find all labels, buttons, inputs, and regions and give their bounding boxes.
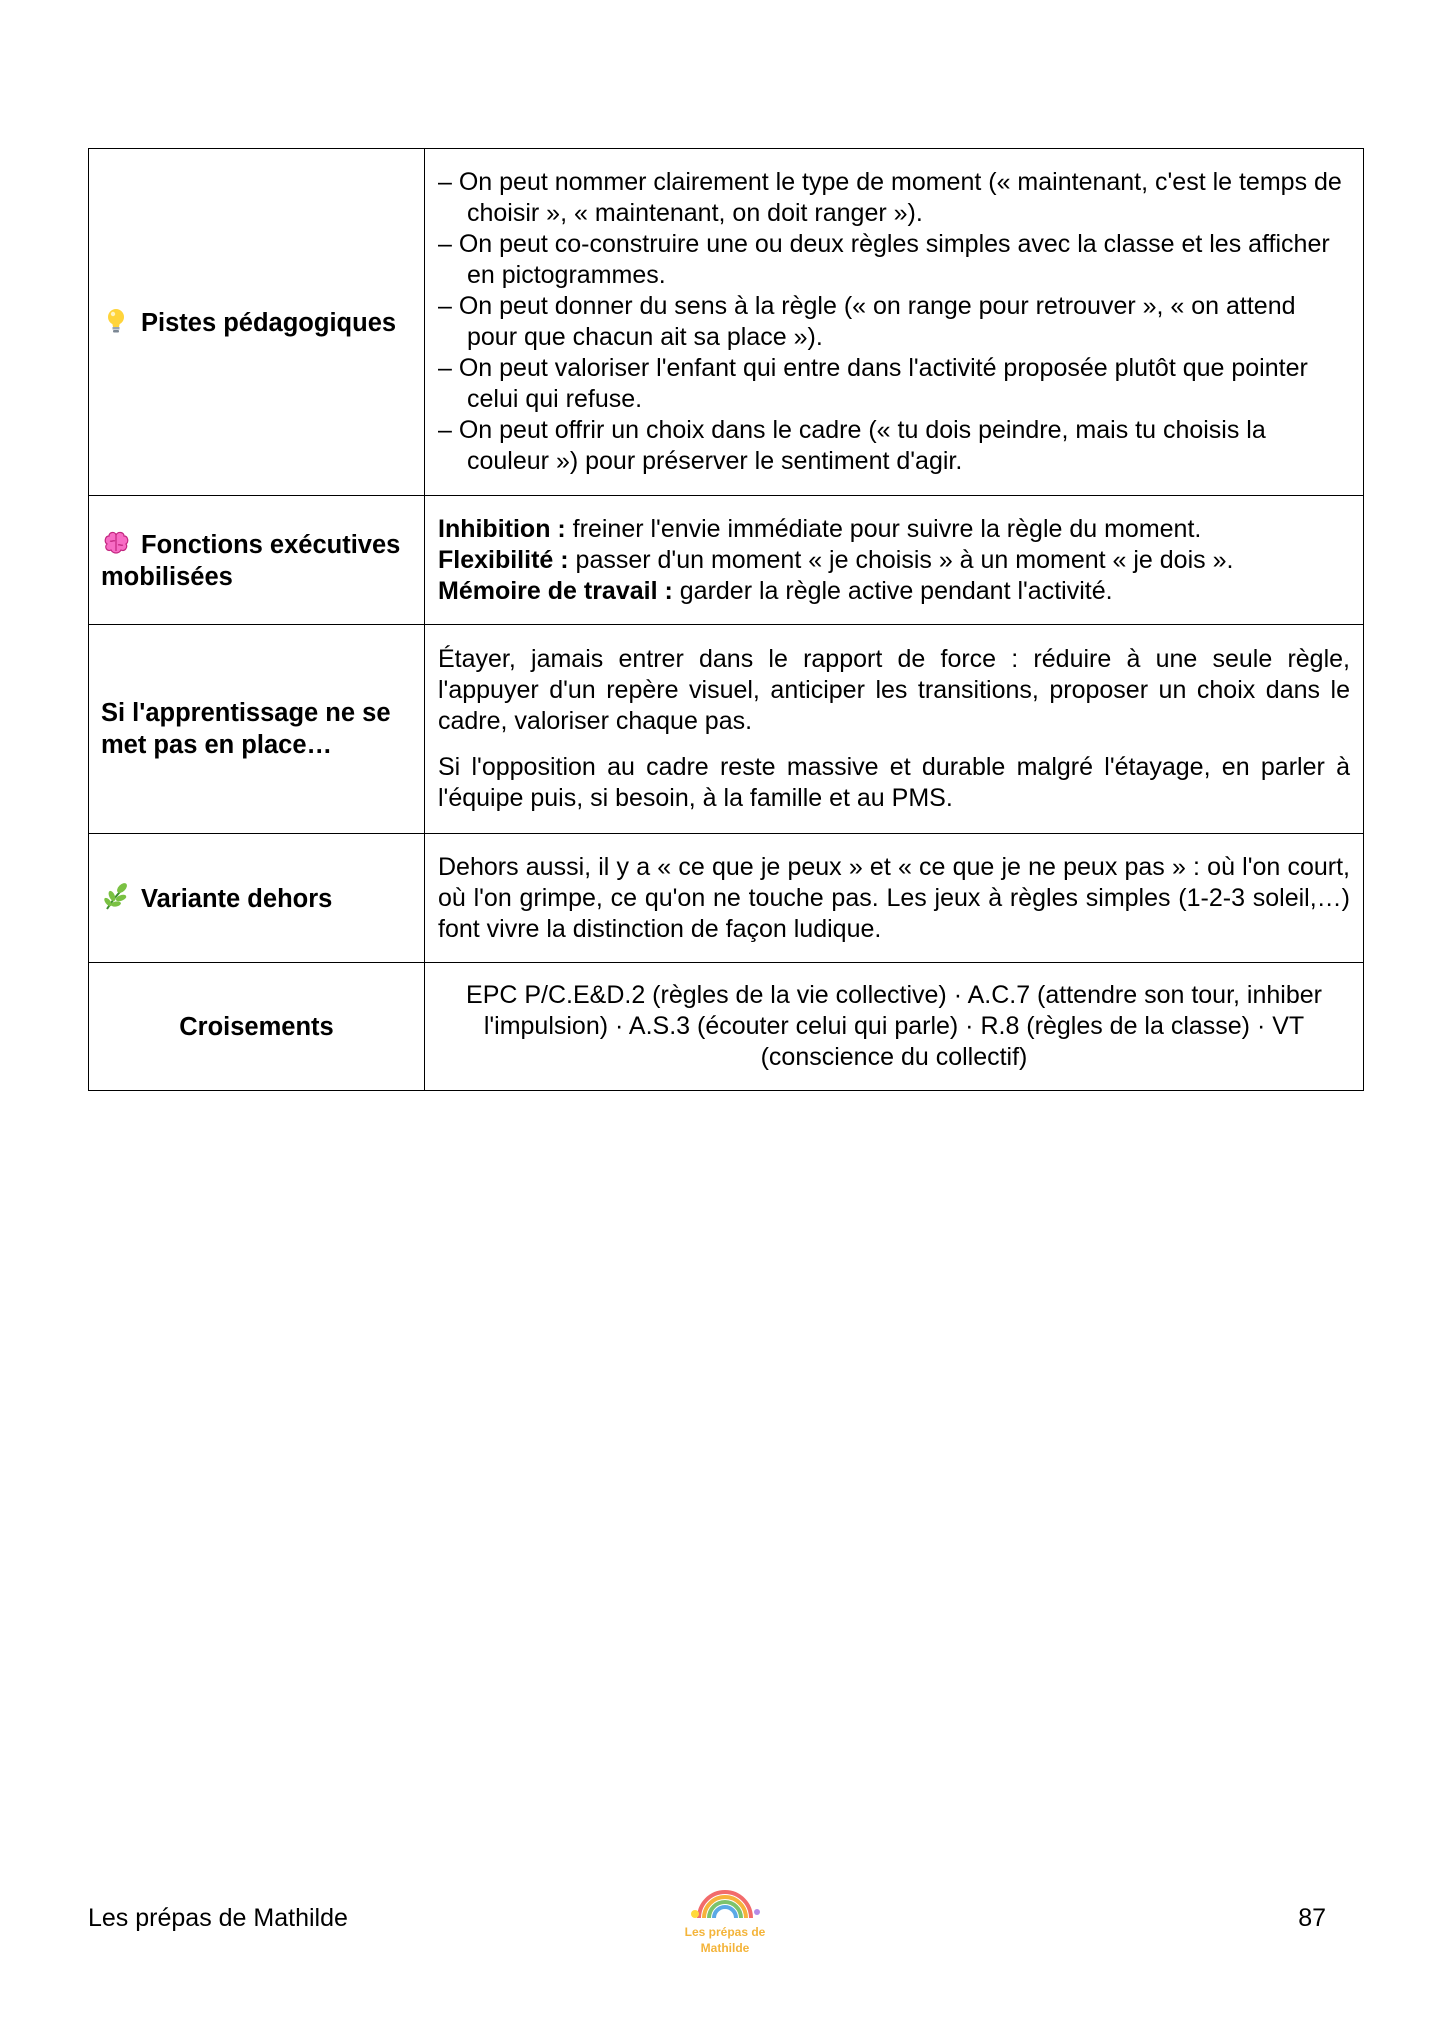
content-cell-croisements <box>425 963 1364 1091</box>
list-item <box>438 514 1350 545</box>
row-label: Variante dehors <box>141 884 333 913</box>
label-cell-apprentissage <box>89 625 425 834</box>
logo-text-line1: Les prépas de <box>684 1925 766 1939</box>
paragraph: Si l'opposition au cadre reste massive et durable malgré l'étayage, en parler à l'équipe puis, si besoin, à la famille et au PMS. <box>438 753 1350 812</box>
pedagogy-table <box>88 148 1364 1091</box>
term-label: Mémoire de travail : <box>438 576 673 605</box>
lightbulb-icon <box>101 306 131 336</box>
brain-icon <box>101 528 131 558</box>
content-cell-dehors <box>425 834 1364 963</box>
row-croisements <box>89 963 1364 1091</box>
term-text: garder la règle active pendant l'activité. <box>672 576 1113 605</box>
label-cell-pistes <box>89 149 425 496</box>
footer-title: Les prépas de Mathilde <box>88 1904 348 1932</box>
row-label: Fonctions exécutives mobilisées <box>101 530 401 591</box>
list-item: – On peut donner du sens à la règle (« on range pour retrouver », « on attend pour que chacun ait sa place »). <box>438 292 1296 351</box>
list-item <box>438 576 1350 607</box>
term-text: passer d'un moment « je choisis » à un moment « je dois ». <box>568 545 1234 574</box>
list-item: – On peut valoriser l'enfant qui entre dans l'activité proposée plutôt que pointer celui qui refuse. <box>438 354 1308 413</box>
list-item: – On peut nommer clairement le type de moment (« maintenant, c'est le temps de choisir », « maintenant, on doit ranger »). <box>438 168 1342 227</box>
row-dehors <box>89 834 1364 963</box>
label-cell-croisements <box>89 963 425 1091</box>
row-apprentissage <box>89 625 1364 834</box>
row-label: Pistes pédagogiques <box>141 308 397 337</box>
row-label: Si l'apprentissage ne se met pas en place… <box>101 699 391 759</box>
row-label: Croisements <box>179 1012 334 1041</box>
row-pistes <box>89 149 1364 496</box>
page-number: 87 <box>1298 1904 1326 1932</box>
list-item: – On peut co-construire une ou deux règles simples avec la classe et les afficher en pictogrammes. <box>438 230 1330 289</box>
label-cell-dehors <box>89 834 425 963</box>
list-item: – On peut offrir un choix dans le cadre (« tu dois peindre, mais tu choisis la couleur ») pour préserver le sentiment d'agir. <box>438 416 1266 475</box>
content-cell-pistes <box>425 149 1364 496</box>
content-cell-apprentissage <box>425 625 1364 834</box>
herb-icon <box>101 882 131 912</box>
term-label: Flexibilité : <box>438 545 569 574</box>
rainbow-logo-icon <box>677 1882 773 1962</box>
term-text: freiner l'envie immédiate pour suivre la règle du moment. <box>565 514 1202 543</box>
logo-text-line2: Mathilde <box>700 1941 750 1955</box>
label-cell-fonctions <box>89 496 425 625</box>
paragraph: Étayer, jamais entrer dans le rapport de force : réduire à une seule règle, l'appuyer d'un repère visuel, anticiper les transitions, proposer un choix dans le cadre, valoriser chaque pas. <box>438 645 1350 735</box>
row-fonctions <box>89 496 1364 625</box>
term-label: Inhibition : <box>438 514 566 543</box>
paragraph: EPC P/C.E&D.2 (règles de la vie collective) · A.C.7 (attendre son tour, inhiber l'impulsion) · A.S.3 (écouter celui qui parle) · R.8 (règles de la classe) · VT (conscience du collectif) <box>466 981 1322 1071</box>
list-item <box>438 545 1350 576</box>
paragraph: Dehors aussi, il y a « ce que je peux » et « ce que je ne peux pas » : où l'on court, où l'on grimpe, ce qu'on ne touche pas. Les jeux à règles simples (1-2-3 soleil,…) font vivre la distinction de façon ludique. <box>438 852 1350 943</box>
content-cell-fonctions <box>425 496 1364 625</box>
